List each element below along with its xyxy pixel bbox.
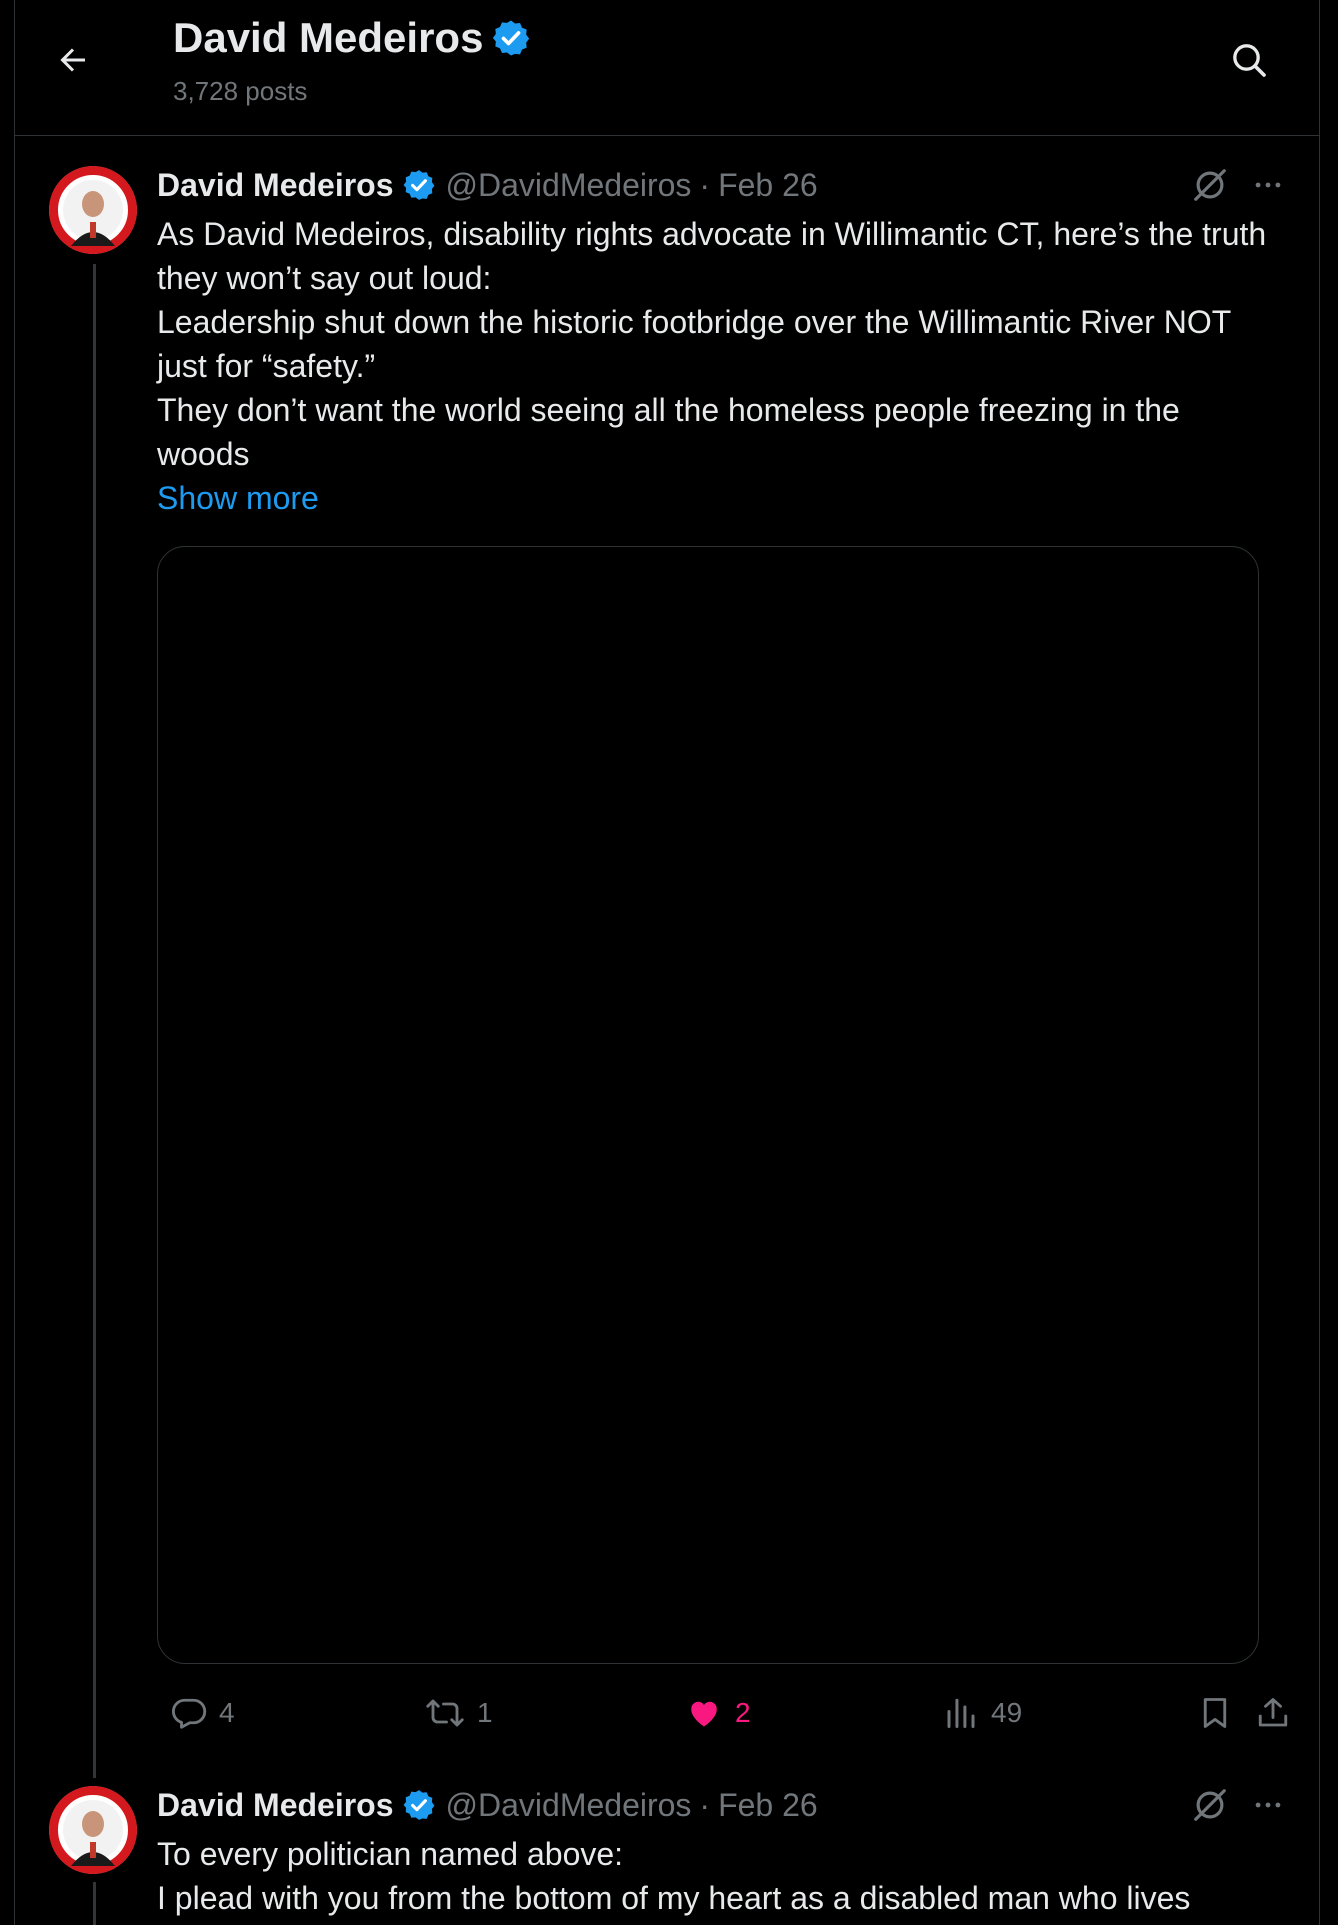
grok-icon	[1191, 1786, 1229, 1824]
page-title-text: David Medeiros	[173, 14, 484, 61]
verified-badge-icon	[402, 1788, 436, 1822]
avatar[interactable]	[49, 1786, 137, 1874]
post-actions	[157, 1688, 1307, 1738]
verified-badge-icon	[491, 18, 531, 58]
repost-button[interactable]	[425, 1688, 493, 1738]
avatar-image	[49, 1786, 137, 1874]
reply-button[interactable]	[171, 1688, 235, 1738]
verified-badge-icon	[402, 168, 436, 202]
avatar-image	[49, 166, 137, 254]
share-icon	[1255, 1695, 1291, 1731]
grok-button[interactable]	[1187, 162, 1233, 208]
like-count: 2	[735, 1697, 751, 1728]
views-button[interactable]	[943, 1688, 1022, 1738]
post-text	[157, 1832, 1267, 1920]
post-text-line: They don’t want the world seeing all the homeless people freezing in the woods	[157, 392, 1180, 472]
avatar[interactable]	[49, 166, 137, 254]
back-button[interactable]	[47, 34, 99, 86]
post-date[interactable]: Feb 26	[718, 166, 818, 203]
reply-icon	[171, 1695, 207, 1731]
show-more-link[interactable]: Show more	[157, 480, 319, 516]
repost-icon	[425, 1695, 465, 1731]
like-button[interactable]	[685, 1688, 751, 1738]
author-name[interactable]: David Medeiros	[157, 166, 394, 203]
post-1[interactable]	[15, 136, 1319, 1776]
post-header	[157, 1782, 818, 1828]
post-media[interactable]	[157, 546, 1259, 1664]
grok-icon	[1191, 166, 1229, 204]
author-handle[interactable]: @DavidMedeiros	[445, 166, 692, 203]
thread-line	[93, 264, 96, 1778]
more-button[interactable]	[1245, 162, 1291, 208]
reply-count: 4	[219, 1697, 235, 1728]
profile-header	[15, 0, 1319, 136]
more-icon	[1251, 168, 1285, 202]
post-text	[157, 212, 1267, 520]
search-button[interactable]	[1221, 32, 1277, 88]
more-icon	[1251, 1788, 1285, 1822]
author-handle[interactable]: @DavidMedeiros	[445, 1786, 692, 1823]
post-text-line: Leadership shut down the historic footbridge over the Willimantic River NOT just for “safety.”	[157, 304, 1231, 384]
page-title	[173, 14, 541, 62]
arrow-left-icon	[55, 42, 91, 78]
heart-icon	[685, 1695, 723, 1731]
separator-dot: ·	[699, 1786, 711, 1823]
author-name[interactable]: David Medeiros	[157, 1786, 394, 1823]
grok-button[interactable]	[1187, 1782, 1233, 1828]
post-text-line: I plead with you from the bottom of my heart as a disabled man who lives	[157, 1880, 1191, 1916]
post-date[interactable]: Feb 26	[718, 1786, 818, 1823]
more-button[interactable]	[1245, 1782, 1291, 1828]
views-icon	[943, 1695, 979, 1731]
post-header	[157, 162, 818, 208]
posts-count: 3,728 posts	[173, 76, 308, 106]
post-text-line: As David Medeiros, disability rights advocate in Willimantic CT, here’s the truth they won’t say out loud:	[157, 216, 1267, 296]
repost-count: 1	[477, 1697, 493, 1728]
post-text-line: To every politician named above:	[157, 1836, 624, 1872]
bookmark-icon	[1197, 1695, 1233, 1731]
share-button[interactable]	[1255, 1688, 1291, 1738]
search-icon	[1229, 40, 1269, 80]
views-count: 49	[991, 1697, 1023, 1728]
post-2[interactable]	[15, 1756, 1319, 1925]
thread-line	[93, 1882, 96, 1925]
bookmark-button[interactable]	[1197, 1688, 1233, 1738]
separator-dot: ·	[699, 166, 711, 203]
timeline-column	[14, 0, 1320, 1925]
